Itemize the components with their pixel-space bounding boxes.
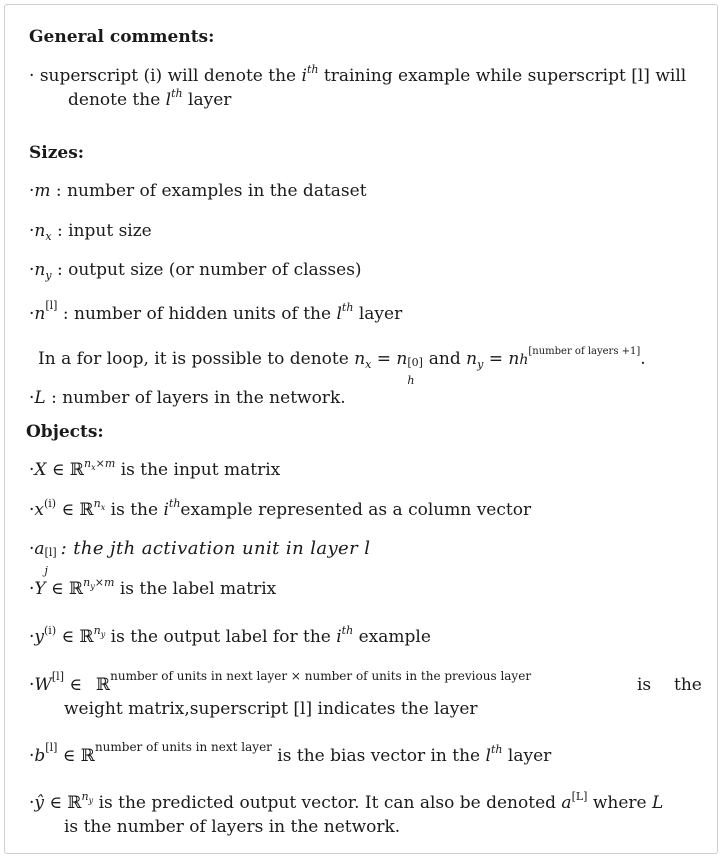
- subscript: x: [91, 463, 96, 472]
- math-n: n: [396, 349, 408, 369]
- subscript: x: [45, 230, 52, 243]
- text: layer: [353, 304, 403, 324]
- math-a: a: [561, 793, 572, 813]
- reals-symbol: ℝ: [96, 675, 111, 695]
- math-Y: Y: [34, 579, 46, 599]
- math-l: l: [165, 90, 172, 110]
- superscript: (i): [44, 624, 57, 637]
- bullet: ·: [29, 579, 35, 599]
- element-of-reals: ∈ ℝ: [44, 793, 82, 813]
- document-frame: [4, 4, 718, 854]
- text: .: [640, 349, 646, 369]
- superscript: ×m: [94, 576, 115, 589]
- bullet: ·: [29, 304, 35, 324]
- superscript: number of units in next layer: [94, 740, 272, 754]
- superscript: th: [171, 87, 183, 100]
- object-yhat-line-2: [64, 816, 400, 838]
- text: example represented as a column vector: [180, 500, 532, 520]
- bullet: ·: [29, 675, 35, 695]
- math-y: y: [34, 627, 45, 647]
- superscript: [0]: [407, 356, 423, 369]
- size-loop-note: [38, 346, 646, 387]
- subscript: y: [100, 630, 106, 639]
- element-of: ∈: [64, 675, 82, 695]
- general-comment-line-1: [29, 65, 686, 89]
- math-m: m: [34, 181, 51, 201]
- math-yhat: ŷ: [34, 793, 45, 813]
- superscript: [l]: [45, 299, 58, 312]
- text: example: [353, 627, 431, 647]
- text: is the output label for the: [105, 627, 337, 647]
- size-m: [29, 180, 367, 202]
- object-y: [29, 626, 431, 651]
- sizes-heading: Sizes:: [29, 143, 85, 163]
- text: layer: [502, 746, 552, 766]
- subscript: y: [88, 796, 94, 805]
- element-of-reals: ∈ ℝ: [46, 460, 85, 480]
- object-X: [29, 459, 280, 484]
- object-a: [29, 538, 371, 577]
- math-n: n: [34, 304, 46, 324]
- bullet: ·: [29, 260, 35, 280]
- subscript: y: [477, 358, 484, 371]
- bullet: ·: [29, 388, 35, 408]
- math-a: a: [34, 539, 45, 559]
- object-W-line-1: [29, 669, 709, 698]
- math-n: n: [34, 221, 46, 241]
- text: is the bias vector in the: [271, 746, 486, 766]
- text: : the jth activation unit in layer l: [54, 538, 371, 559]
- superscript: ×m: [95, 457, 116, 470]
- text: : input size: [51, 221, 152, 241]
- math-x: x: [34, 500, 44, 520]
- text: : number of layers in the network.: [45, 388, 346, 408]
- text: : number of hidden units of the: [57, 304, 337, 324]
- text: layer: [182, 90, 232, 110]
- size-nx: [29, 220, 152, 244]
- text: is the: [105, 500, 164, 520]
- text: and: [423, 349, 467, 369]
- size-nl: [29, 299, 403, 327]
- superscript: [L]: [571, 790, 588, 803]
- math-W: W: [34, 675, 52, 695]
- math-i: i: [301, 66, 307, 86]
- superscript: th: [341, 301, 354, 314]
- superscript: th: [341, 624, 354, 637]
- bullet: ·: [29, 221, 35, 241]
- subscript: x: [100, 503, 106, 512]
- text: is: [637, 675, 652, 695]
- object-yhat-line-1: [29, 792, 663, 817]
- bullet: ·: [29, 627, 35, 647]
- math-n: n: [354, 349, 366, 369]
- bullet: ·: [29, 539, 35, 559]
- text: the: [674, 675, 702, 695]
- text: weight matrix,superscript [l] indicates the layer: [64, 699, 478, 719]
- bullet: ·: [29, 746, 35, 766]
- superscript: [l]: [51, 670, 64, 683]
- subscript: y: [90, 582, 95, 591]
- object-b: [29, 740, 552, 769]
- general-comment-line-2: [68, 89, 231, 113]
- size-ny: [29, 259, 362, 283]
- math-i: i: [336, 627, 342, 647]
- superscript: n: [93, 497, 101, 510]
- math-n: n: [508, 349, 520, 369]
- math-i: i: [163, 500, 169, 520]
- superscript: n: [81, 790, 89, 803]
- text: superscript (i) will denote the: [39, 66, 302, 86]
- subscript: h: [407, 374, 415, 387]
- subscript: x: [365, 358, 372, 371]
- element-of-reals: ∈ ℝ: [56, 500, 94, 520]
- objects-heading: Objects:: [26, 422, 104, 442]
- math-n: n: [34, 260, 46, 280]
- subscript: j: [44, 564, 48, 577]
- element-of-reals: ∈ ℝ: [45, 579, 84, 599]
- math-l: l: [336, 304, 342, 324]
- text: denote the: [68, 90, 166, 110]
- text: =: [483, 349, 509, 369]
- text: In a for loop, it is possible to denote: [38, 349, 355, 369]
- superscript: (i): [44, 497, 57, 510]
- superscript: th: [168, 497, 181, 510]
- text: is the number of layers in the network.: [64, 817, 401, 837]
- text: training example while superscript [l] will: [318, 66, 687, 86]
- superscript: number of units in next layer × number of units in the previous layer: [110, 669, 532, 683]
- bullet: ·: [29, 66, 35, 86]
- bullet: ·: [29, 181, 35, 201]
- math-X: X: [34, 460, 47, 480]
- text: is the label matrix: [114, 579, 277, 599]
- math-n: n: [466, 349, 478, 369]
- general-comments-heading: General comments:: [29, 27, 215, 47]
- subscript: h: [519, 352, 529, 368]
- text: : output size (or number of classes): [51, 260, 362, 280]
- text: =: [371, 349, 397, 369]
- object-x: [29, 499, 531, 524]
- superscript: th: [306, 63, 319, 76]
- superscript: [l]: [45, 741, 58, 754]
- text: is the input matrix: [115, 460, 281, 480]
- bullet: ·: [29, 793, 35, 813]
- superscript: th: [490, 743, 503, 756]
- text: : number of examples in the dataset: [50, 181, 367, 201]
- math-L: L: [652, 793, 664, 813]
- math-l: l: [485, 746, 491, 766]
- bullet: ·: [29, 460, 35, 480]
- superscript: n: [84, 457, 92, 470]
- superscript: n: [83, 576, 91, 589]
- element-of-reals: ∈ ℝ: [56, 627, 94, 647]
- math-L: L: [34, 388, 46, 408]
- text: is the predicted output vector. It can also be denoted: [93, 793, 562, 813]
- element-of-reals: ∈ ℝ: [57, 746, 95, 766]
- subscript: y: [45, 269, 52, 282]
- math-b: b: [34, 746, 46, 766]
- size-L: [29, 387, 346, 409]
- bullet: ·: [29, 500, 35, 520]
- object-Y: [29, 578, 276, 603]
- superscript: n: [93, 624, 101, 637]
- object-W-line-2: [64, 698, 478, 720]
- superscript: [number of layers +1]: [528, 346, 641, 357]
- superscript: [l]: [44, 546, 57, 559]
- text: where: [587, 793, 653, 813]
